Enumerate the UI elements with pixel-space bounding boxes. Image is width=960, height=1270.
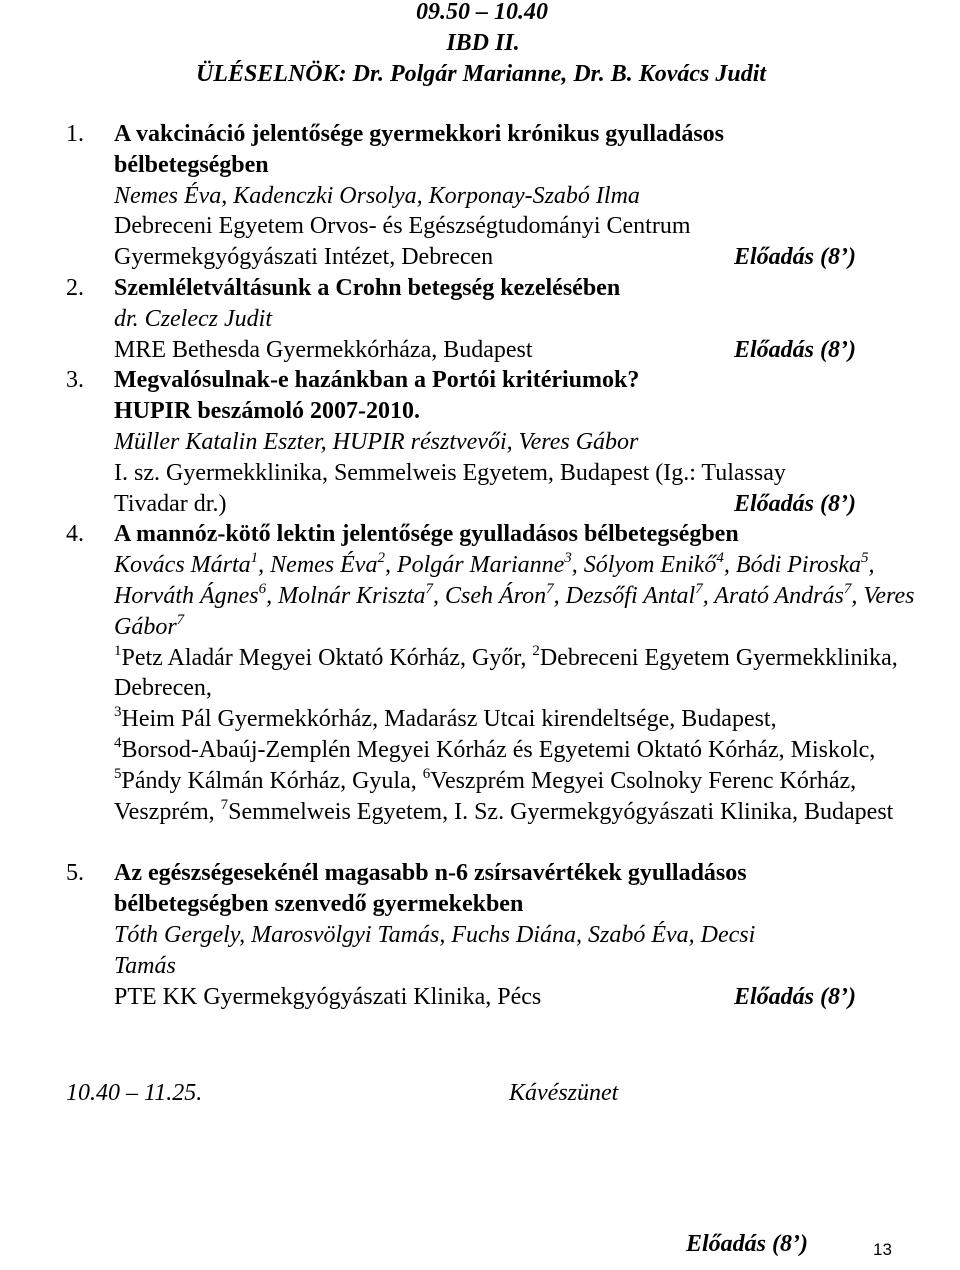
talk-affiliation: Tivadar dr.) bbox=[114, 490, 227, 517]
talk-title: Az egészségesekénél magasabb n-6 zsírsavértékek gyulladásos bbox=[114, 860, 747, 887]
talk-authors: Nemes Éva, Kadenczki Orsolya, Korponay-Szabó Ilma bbox=[114, 182, 640, 209]
talk-affiliation: $^3$Heim Pál Gyermekkórház, Madarász Utcai kirendeltsége, Budapest, bbox=[114, 704, 777, 733]
talk-affiliation-row bbox=[114, 242, 926, 273]
talk-title: Szemléletváltásunk a Crohn betegség kezelésében bbox=[114, 274, 621, 301]
presentation-badge: Előadás (8’) bbox=[734, 983, 856, 1010]
talk-number: 5. bbox=[66, 860, 84, 887]
talk-title: A vakcináció jelentősége gyermekkori krónikus gyulladásos bbox=[114, 121, 725, 147]
talk-affiliation: PTE KK Gyermekgyógyászati Klinika, Pécs bbox=[114, 983, 542, 1010]
presentation-badge: Előadás (8’) bbox=[734, 336, 856, 363]
talk-affiliation: Debreceni Egyetem Orvos- és Egészségtudományi Centrum bbox=[114, 213, 691, 240]
talk-affiliation-row bbox=[114, 489, 926, 520]
talk-authors: Tóth Gergely, Marosvölgyi Tamás, Fuchs Diána, Szabó Éva, Decsi bbox=[114, 921, 756, 948]
talk-number: 3. bbox=[66, 367, 84, 394]
session-header bbox=[0, 0, 960, 89]
session-name: IBD II. bbox=[446, 29, 520, 56]
presentation-badge: Előadás (8’) bbox=[734, 244, 856, 271]
talk-item-5 bbox=[66, 858, 926, 1012]
talk-number: 1. bbox=[66, 121, 84, 147]
talk-authors: dr. Czelecz Judit bbox=[114, 305, 272, 332]
talk-title: HUPIR beszámoló 2007-2010. bbox=[114, 398, 420, 425]
talk-title: bélbetegségben szenvedő gyermekekben bbox=[114, 891, 524, 918]
talk-number: 2. bbox=[66, 274, 84, 301]
talk-number: 4. bbox=[66, 521, 84, 548]
session-time: 09.50 – 10.40 bbox=[416, 0, 548, 25]
talk-affiliation: MRE Bethesda Gyermekkórháza, Budapest bbox=[114, 336, 533, 363]
talk-item-1 bbox=[66, 119, 926, 273]
talk-title: Megvalósulnak-e hazánkban a Portói kritériumok? bbox=[114, 367, 640, 394]
coffee-break-row bbox=[66, 1078, 618, 1109]
talk-affiliation: Gyermekgyógyászati Intézet, Debrecen bbox=[114, 244, 494, 271]
talk-affiliation-row bbox=[114, 335, 926, 366]
talk-authors: Müller Katalin Eszter, HUPIR résztvevői, Veres Gábor bbox=[114, 428, 639, 455]
talk-item-3 bbox=[66, 365, 926, 519]
talk-authors: Tamás bbox=[114, 952, 176, 979]
talk-item-2 bbox=[66, 273, 926, 365]
coffee-break-time: 10.40 – 11.25. bbox=[66, 1080, 203, 1106]
coffee-break-label: Kávészünet bbox=[509, 1080, 619, 1106]
talk-title: A mannóz-kötő lektin jelentősége gyulladásos bélbetegségben bbox=[114, 521, 739, 548]
talk-affiliation: $^1$Petz Aladár Megyei Oktató Kórház, Győr, $^2$Debreceni Egyetem Gyermekklinika, Debrecen, bbox=[114, 642, 898, 702]
talk-affiliation-row bbox=[114, 982, 926, 1013]
talk-title: bélbetegségben bbox=[114, 151, 269, 178]
page-number: 13 bbox=[873, 1240, 892, 1259]
talk-affiliation: $^4$Borsod-Abaúj-Zemplén Megyei Kórház és Egyetemi Oktató Kórház, Miskolc, $^5$Pándy Kálmán Kórház, Gyula, $^6$Veszprém Megyei Csolnoky Ferenc Kórház, Veszprém, $^7$Semmelweis Egyetem, I. Sz. Gyermekgyógyászati Klinika, Budapest bbox=[114, 734, 894, 825]
session-chairs: ÜLÉSELNÖK: Dr. Polgár Marianne, Dr. B. Kovács Judit bbox=[195, 60, 767, 87]
talk-authors: Kovács Márta$^1$, Nemes Éva$^2$, Polgár Marianne$^3$, Sólyom Enikő$^4$, Bódi Piroska$^5$, Horváth Ágnes$^6$, Molnár Kriszta$^7$, Cseh Áron$^7$, Dezsőfi Antal$^7$, Arató András$^7$, Veres Gábor$^7$ bbox=[114, 550, 915, 640]
presentation-badge: Előadás (8’) bbox=[686, 1231, 808, 1258]
talk-affiliation: I. sz. Gyermekklinika, Semmelweis Egyetem, Budapest (Ig.: Tulassay bbox=[114, 459, 786, 486]
presentation-badge: Előadás (8’) bbox=[734, 490, 856, 517]
